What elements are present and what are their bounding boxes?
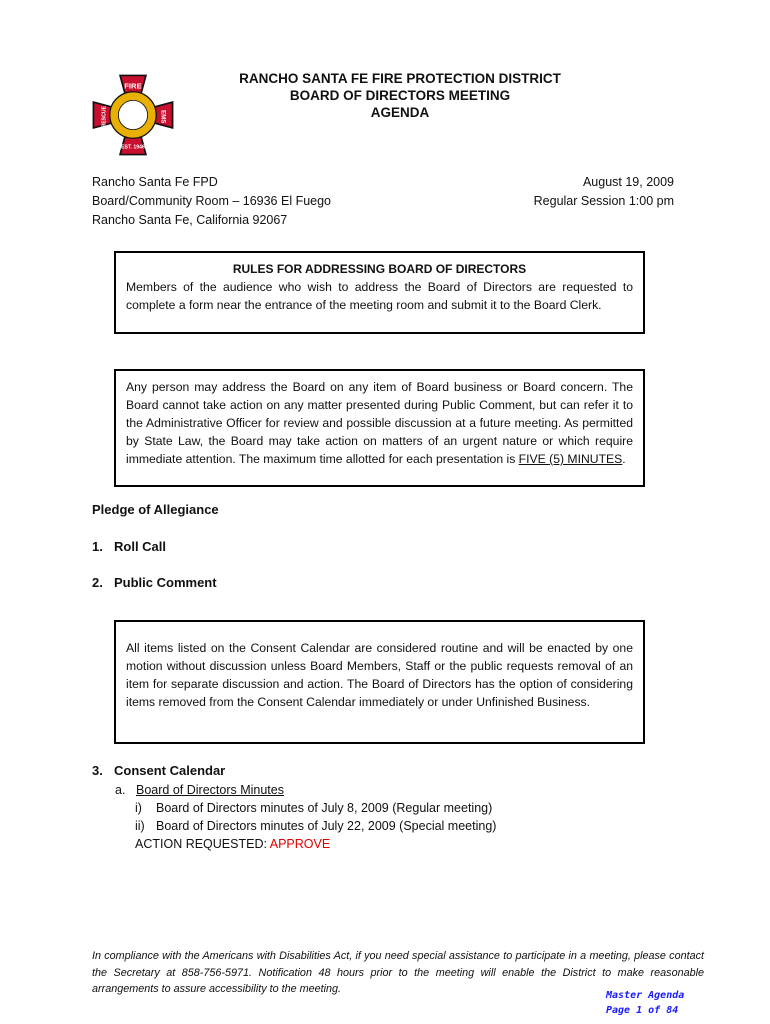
district-logo	[90, 72, 176, 158]
section-number: 1.	[92, 539, 103, 554]
section-title: Roll Call	[114, 539, 167, 554]
consent-items	[115, 781, 496, 853]
consent-calendar-text: All items listed on the Consent Calendar are considered routine and will be enacted by one motion without discussion unless Board Members, Staff or the public requests removal of an item for separate discussion and action. The Board of Directors has the option of considering items removed from the Consent Calendar immediately or under Unfinished Business.	[126, 641, 633, 709]
section-number: 3.	[92, 763, 103, 778]
logo-bottom-text: EST. 1946	[121, 144, 145, 151]
master-agenda-label: Master Agenda	[606, 990, 685, 1001]
section-consent-calendar	[92, 763, 225, 778]
section-title: Public Comment	[114, 575, 217, 590]
logo-top-text: FIRE	[124, 81, 142, 91]
meeting-title: BOARD OF DIRECTORS MEETING	[289, 88, 511, 103]
public-comment-box	[114, 369, 645, 487]
item-title: Board of Directors Minutes	[136, 783, 284, 797]
agenda-header	[200, 70, 600, 121]
meeting-date: August 19, 2009	[582, 175, 674, 189]
action-requested	[115, 835, 496, 853]
document-type: AGENDA	[370, 105, 430, 120]
consent-item-ii	[115, 817, 496, 835]
public-comment-end: .	[622, 452, 626, 466]
logo-left-text: RESCUE	[101, 105, 108, 128]
item-text: Board of Directors minutes of July 8, 2009 (Regular meeting)	[156, 801, 493, 815]
section-pledge: Pledge of Allegiance	[92, 502, 219, 517]
item-label: a.	[115, 783, 126, 797]
section-public-comment	[92, 575, 217, 590]
meeting-session: Regular Session 1:00 pm	[533, 194, 674, 208]
action-value: APPROVE	[269, 837, 331, 851]
item-label: ii)	[135, 819, 145, 833]
action-label: ACTION REQUESTED:	[135, 837, 270, 851]
section-title: Consent Calendar	[114, 763, 226, 778]
consent-item-i	[115, 799, 496, 817]
consent-calendar-box	[114, 620, 645, 744]
rules-text: Members of the audience who wish to address the Board of Directors are requested to complete a form near the entrance of the meeting room and submit it to the Board Clerk.	[126, 280, 633, 312]
rules-box	[114, 251, 645, 334]
ada-notice: In compliance with the Americans with Disabilities Act, if you need special assistance to participate in a meeting, please contact the Secretary at 858-756-5971. Notification 48 hours prior to the meeting will enable the District to make reasonable arrangements to assure accessibility to the meeting.	[92, 950, 704, 995]
logo-center	[118, 100, 147, 129]
location-name: Rancho Santa Fe FPD	[92, 175, 218, 189]
district-name: RANCHO SANTA FE FIRE PROTECTION DISTRICT	[239, 71, 561, 86]
logo-right-text: EMS	[159, 110, 166, 124]
page-number: Page 1 of 84	[606, 1005, 679, 1016]
public-comment-text: Any person may address the Board on any item of Board business or Board concern. The Board cannot take action on any matter presented during Public Comment, but can refer it to the Administrative Officer for review and possible discussion at a future meeting. As permitted by State Law, the Board may take action on matters of an urgent nature or which require immediate attention. The maximum time allotted for each presentation is	[126, 380, 633, 466]
time-limit: FIVE (5) MINUTES	[518, 452, 623, 466]
consent-item-a	[115, 781, 496, 799]
item-label: i)	[135, 801, 142, 815]
location-room: Board/Community Room – 16936 El Fuego	[92, 194, 332, 208]
section-number: 2.	[92, 575, 103, 590]
location-city: Rancho Santa Fe, California 92067	[92, 213, 288, 227]
meeting-location	[92, 173, 331, 230]
rules-heading: RULES FOR ADDRESSING BOARD OF DIRECTORS	[232, 262, 527, 276]
section-roll-call	[92, 539, 166, 554]
page-marker	[606, 988, 684, 1018]
meeting-info	[534, 173, 674, 211]
item-text: Board of Directors minutes of July 22, 2009 (Special meeting)	[156, 819, 497, 833]
